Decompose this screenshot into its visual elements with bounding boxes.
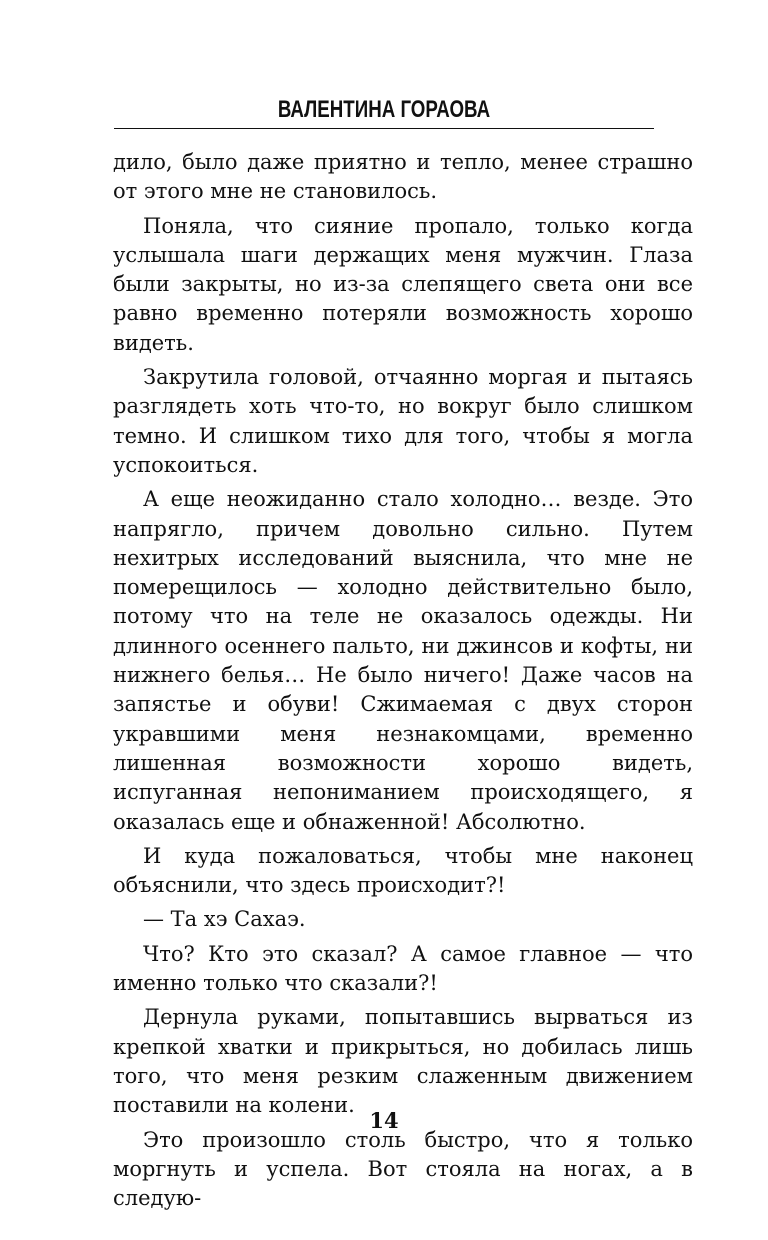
paragraph: А еще неожиданно стало холодно… везде. Это напрягло, причем довольно сильно. Путем нехитрых исследований выяснила, что мне не померещилось — холодно действительно было, потому что на теле не оказалось одежды. Ни длинного осеннего пальто, ни джинсов и кофты, ни нижнего белья… Не было ничего! Даже часов на запястье и обуви! Сжимаемая с двух сторон укравшими меня незнакомцами, временно лишенная возможности хорошо видеть, испуганная непониманием происходящего, я оказалась еще и обнаженной! Абсолютно.: [113, 487, 693, 834]
header-rule: [114, 128, 654, 129]
paragraph: дило, было даже приятно и тепло, менее страшно от этого мне не становилось.: [113, 150, 693, 204]
page-number: 14: [369, 1108, 399, 1133]
paragraph: Поняла, что сияние пропало, только когда услышала шаги держащих меня мужчин. Глаза были закрыты, но из-за слепящего света они все равно временно потеряли возможность хорошо видеть.: [113, 213, 693, 355]
paragraph: И куда пожаловаться, чтобы мне наконец объяснили, что здесь происходит?!: [113, 843, 693, 898]
body-text: [113, 148, 693, 1213]
running-header-author: ВАЛЕНТИНА ГОРАОВА: [277, 96, 491, 123]
paragraph: Дернула руками, попытавшись вырваться из крепкой хватки и прикрыться, но добилась лишь того, что меня резким слаженным движением поставили на колени.: [113, 1005, 693, 1118]
dialogue-line: — Та хэ Сахаэ.: [143, 907, 306, 932]
paragraph: Закрутила головой, отчаянно моргая и пытаясь разглядеть хоть что-то, но вокруг было слишком темно. И слишком тихо для того, чтобы я могла успокоиться.: [113, 365, 693, 477]
paragraph: Что? Кто это сказал? А самое главное — что именно только что сказали?!: [113, 941, 693, 996]
paragraph: Это произошло столь быстро, что я только моргнуть и успела. Вот стояла на ногах, а в следую-: [113, 1127, 693, 1211]
